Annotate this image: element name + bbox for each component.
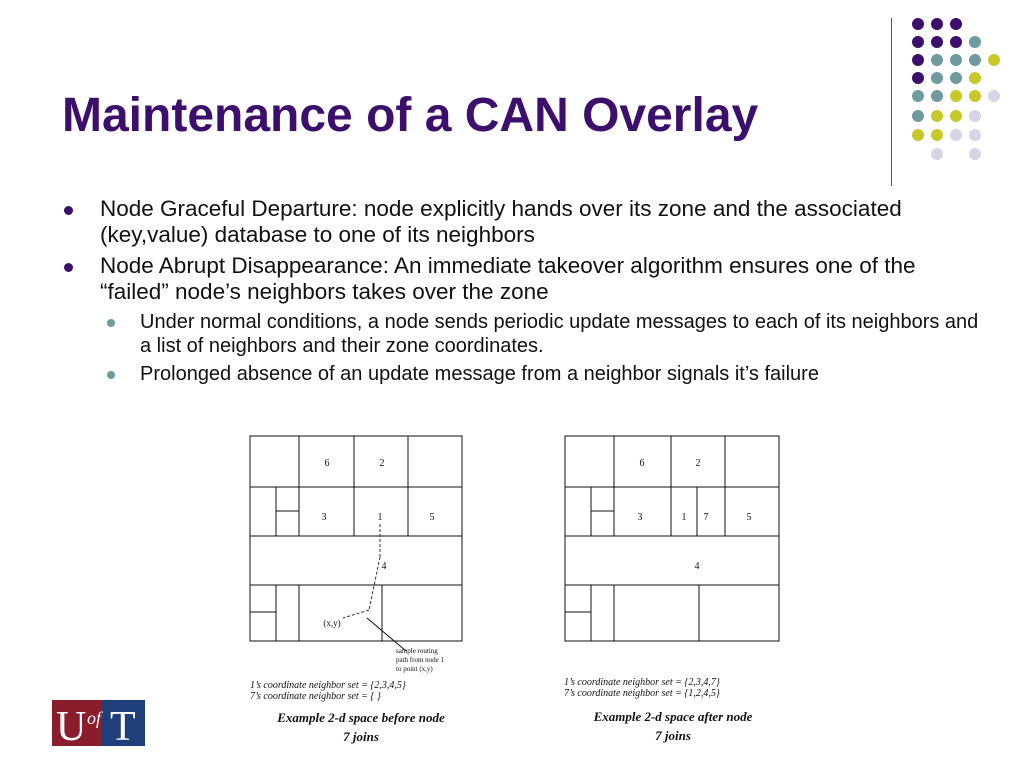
logo-letters-of: of [87, 708, 102, 728]
logo-letter-t: T [110, 704, 136, 746]
zone-label-2: 2 [695, 458, 701, 469]
caption-after-line-1: Example 2-d space after node [593, 709, 753, 724]
caption-before-line-1: Example 2-d space before node [277, 710, 445, 725]
bullet-abrupt-disappearance: Node Abrupt Disappearance: An immediate takeover algorithm ensures one of the “failed” node’s neighbors takes over the zone [62, 253, 982, 305]
logo-letter-u: U [56, 704, 87, 746]
annotation-line-1: sample routing [396, 647, 438, 655]
bullet-list [62, 196, 982, 390]
uoft-logo [52, 700, 145, 746]
annotation-line-3: to point (x,y) [396, 665, 433, 673]
can-figure-before [246, 432, 466, 682]
zone-label-2: 2 [379, 458, 385, 469]
can-space-after [561, 432, 783, 647]
zone-label-6: 6 [639, 458, 645, 469]
point-label: (x,y) [323, 618, 341, 628]
figure-caption-before [250, 708, 472, 746]
subbullet-prolonged-absence: Prolonged absence of an update message from a neighbor signals it’s failure [62, 362, 982, 386]
slide-title: Maintenance of a CAN Overlay [62, 89, 759, 142]
zone-label-4: 4 [381, 561, 387, 572]
dot-grid-circles [912, 18, 1000, 160]
zone-label-5: 5 [429, 512, 435, 523]
neighbor-set-node1-before: 1’s coordinate neighbor set = {2,3,4,5} [250, 680, 406, 691]
decorative-dot-grid [904, 16, 1014, 166]
zone-label-3: 3 [637, 512, 643, 523]
zone-label-3: 3 [321, 512, 327, 523]
zone-label-7: 7 [703, 512, 709, 523]
can-space-before [246, 432, 466, 682]
title-divider-line [891, 18, 892, 186]
neighbor-sets-after [564, 677, 720, 699]
bullet-graceful-departure: Node Graceful Departure: node explicitly hands over its zone and the associated (key,value) database to one of its neighbors [62, 196, 982, 248]
figure-caption-after [562, 707, 784, 745]
subbullet-normal-conditions: Under normal conditions, a node sends periodic update messages to each of its neighbors and a list of neighbors and their zone coordinates. [62, 310, 982, 358]
annotation-line-2: path from node 1 [396, 656, 445, 664]
uoft-logo-mark [52, 700, 145, 746]
caption-after-line-2: 7 joins [655, 728, 691, 743]
neighbor-set-node7-after: 7’s coordinate neighbor set = {1,2,4,5} [564, 688, 720, 699]
zone-label-4: 4 [694, 561, 700, 572]
can-figure-after [561, 432, 783, 647]
neighbor-set-node1-after: 1’s coordinate neighbor set = {2,3,4,7} [564, 677, 720, 688]
neighbor-sets-before [250, 680, 406, 702]
neighbor-set-node7-before: 7’s coordinate neighbor set = { } [250, 691, 381, 702]
zone-label-1: 1 [681, 512, 687, 523]
zone-label-1: 1 [377, 512, 383, 523]
routing-path [343, 524, 380, 618]
caption-before-line-2: 7 joins [343, 729, 379, 744]
zone-label-6: 6 [324, 458, 330, 469]
zone-label-5: 5 [746, 512, 752, 523]
